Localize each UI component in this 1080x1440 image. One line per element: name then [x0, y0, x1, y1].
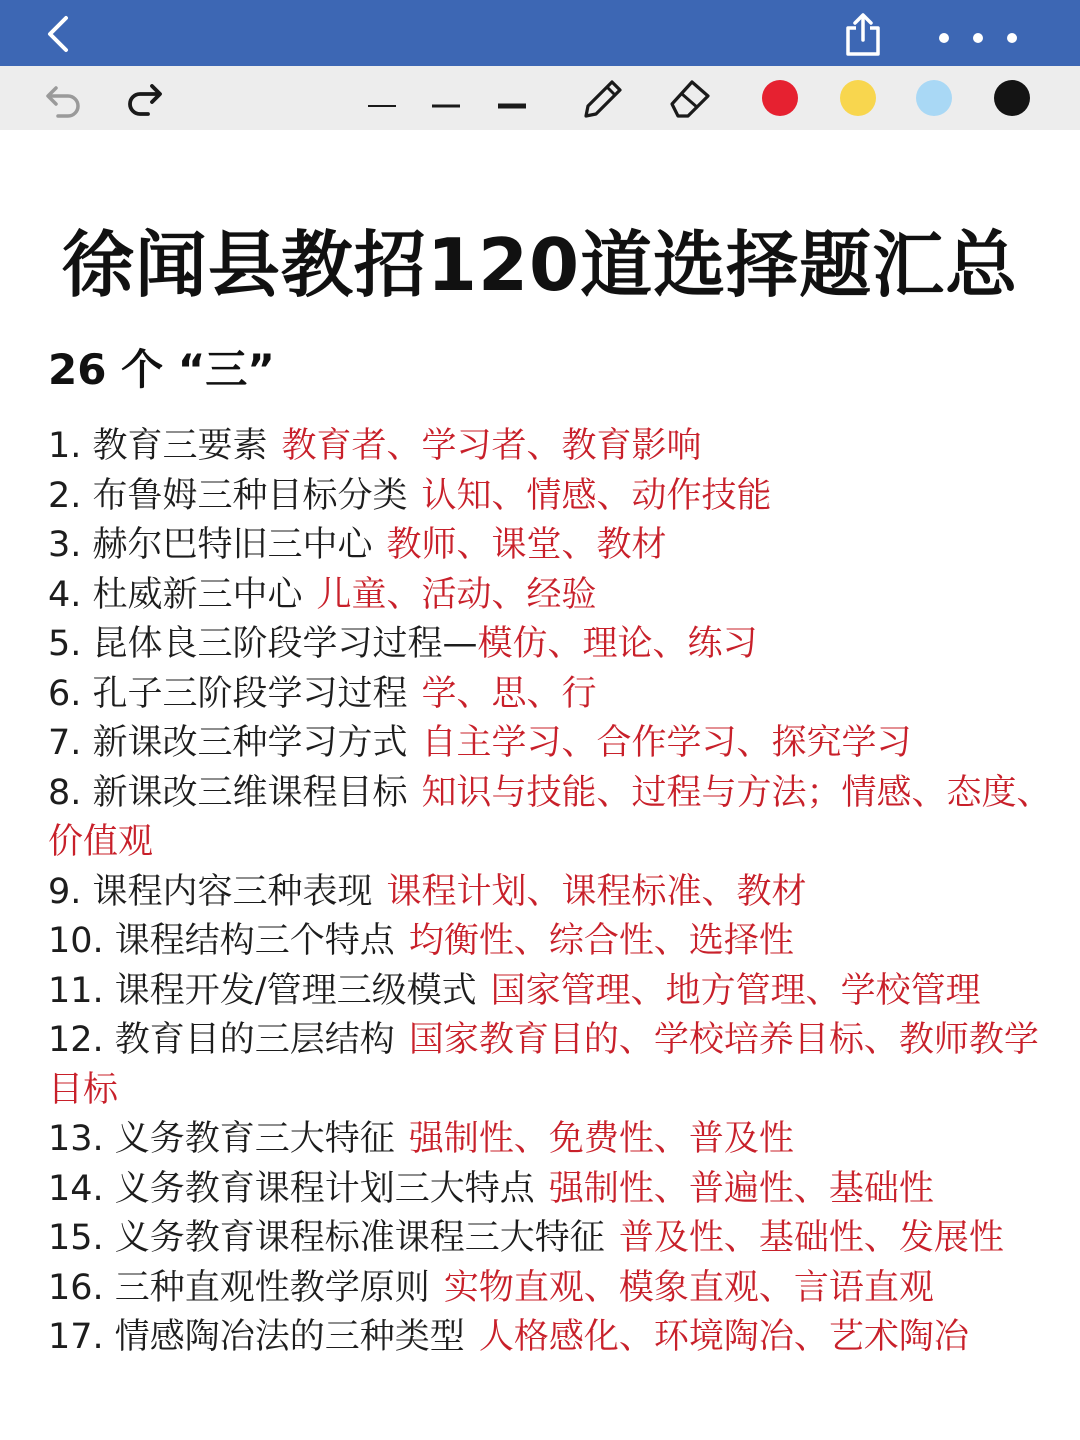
item-number: 16. — [48, 1267, 115, 1308]
item-question: 义务教育课程标准课程三大特征 — [114, 1218, 605, 1258]
color-yellow-swatch[interactable] — [840, 80, 876, 116]
item-question: 杜威新三中心 — [92, 574, 303, 615]
thin-line-icon[interactable] — [364, 74, 400, 122]
list-item — [48, 422, 1068, 472]
item-number: 13. — [48, 1119, 115, 1159]
thick-line-icon[interactable] — [494, 74, 530, 122]
item-question: 布鲁姆三种目标分类 — [92, 475, 408, 516]
item-number: 15. — [48, 1218, 115, 1258]
list-item — [48, 472, 1068, 522]
color-red-swatch[interactable] — [762, 80, 798, 116]
color-black-swatch[interactable] — [994, 80, 1030, 116]
item-question: 课程结构三个特点 — [114, 921, 395, 961]
list-item — [48, 1313, 1068, 1363]
list-item — [48, 670, 1068, 720]
item-number: 1. — [48, 426, 93, 466]
list-item — [48, 769, 1068, 868]
item-answer: 认知、情感、动作技能 — [421, 475, 772, 516]
item-answer: 模仿、理论、练习 — [477, 624, 758, 664]
item-number: 11. — [48, 970, 115, 1011]
item-question: 新课改三维课程目标 — [92, 772, 408, 813]
undo-icon[interactable] — [42, 74, 86, 122]
list-item — [48, 571, 1068, 621]
list-item — [48, 1165, 1068, 1215]
item-question: 三种直观性教学原则 — [114, 1267, 430, 1308]
share-icon[interactable] — [842, 12, 884, 58]
item-number: 3. — [48, 525, 93, 565]
list-item — [48, 1115, 1068, 1165]
item-answer: 实物直观、模象直观、言语直观 — [443, 1267, 934, 1308]
item-question: 新课改三种学习方式 — [92, 723, 408, 763]
list-item — [48, 620, 1068, 670]
item-question: 孔子三阶段学习过程 — [92, 673, 408, 714]
medium-line-icon[interactable] — [428, 74, 464, 122]
document-page — [0, 130, 1080, 1440]
item-number: 8. — [48, 772, 93, 813]
section-heading: 26 个 “三” — [48, 345, 275, 394]
item-answer: 国家管理、地方管理、学校管理 — [490, 970, 981, 1011]
item-answer: 均衡性、综合性、选择性 — [408, 921, 794, 961]
item-answer: 强制性、免费性、普及性 — [408, 1119, 794, 1159]
more-icon[interactable] — [932, 20, 1028, 56]
item-number: 14. — [48, 1168, 115, 1209]
item-answer: 儿童、活动、经验 — [316, 574, 597, 615]
item-answer: 学、思、行 — [421, 673, 597, 714]
list-item — [48, 719, 1068, 769]
item-number: 5. — [48, 624, 93, 664]
color-light-blue-swatch[interactable] — [916, 80, 952, 116]
item-number: 12. — [48, 1020, 115, 1060]
item-question: 义务教育课程计划三大特点 — [114, 1168, 535, 1209]
item-answer: 国家教育目的、学校培养目标、教师教学目标 — [48, 1020, 1039, 1110]
item-answer: 强制性、普遍性、基础性 — [548, 1168, 934, 1209]
eraser-icon[interactable] — [664, 74, 716, 122]
item-answer: 人格感化、环境陶冶、艺术陶冶 — [478, 1317, 969, 1357]
item-answer: 知识与技能、过程与方法；情感、态度、价值观 — [48, 772, 1052, 862]
list-item — [48, 868, 1068, 918]
item-answer: 课程计划、课程标准、教材 — [386, 871, 807, 912]
item-number: 9. — [48, 871, 93, 912]
item-question: 赫尔巴特旧三中心 — [92, 525, 373, 565]
item-question: 教育目的三层结构 — [114, 1020, 395, 1060]
item-answer: 教育者、学习者、教育影响 — [281, 426, 702, 466]
chevron-left-icon[interactable] — [40, 14, 80, 54]
item-answer: 自主学习、合作学习、探究学习 — [421, 723, 912, 763]
item-question: 教育三要素 — [92, 426, 268, 466]
top-bar — [0, 0, 1080, 66]
item-question: 昆体良三阶段学习过程— — [92, 624, 478, 664]
list-item — [48, 521, 1068, 571]
item-answer: 教师、课堂、教材 — [386, 525, 667, 565]
item-number: 7. — [48, 723, 93, 763]
redo-icon[interactable] — [122, 74, 166, 122]
item-answer: 普及性、基础性、发展性 — [618, 1218, 1004, 1258]
list-item — [48, 1016, 1068, 1115]
drawing-toolbar — [0, 66, 1080, 130]
item-number: 6. — [48, 673, 93, 714]
list-item — [48, 1214, 1068, 1264]
item-number: 17. — [48, 1317, 115, 1357]
item-question: 情感陶冶法的三种类型 — [114, 1317, 465, 1357]
list-item — [48, 967, 1068, 1017]
question-list — [48, 422, 1068, 1363]
list-item — [48, 1264, 1068, 1314]
item-question: 课程内容三种表现 — [92, 871, 373, 912]
item-number: 4. — [48, 574, 93, 615]
item-number: 10. — [48, 921, 115, 961]
list-item — [48, 917, 1068, 967]
item-question: 义务教育三大特征 — [114, 1119, 395, 1159]
document-title: 徐闻县教招120道选择题汇总 — [61, 223, 1019, 307]
pencil-icon[interactable] — [578, 74, 626, 122]
item-number: 2. — [48, 475, 93, 516]
item-question: 课程开发/管理三级模式 — [114, 970, 477, 1011]
